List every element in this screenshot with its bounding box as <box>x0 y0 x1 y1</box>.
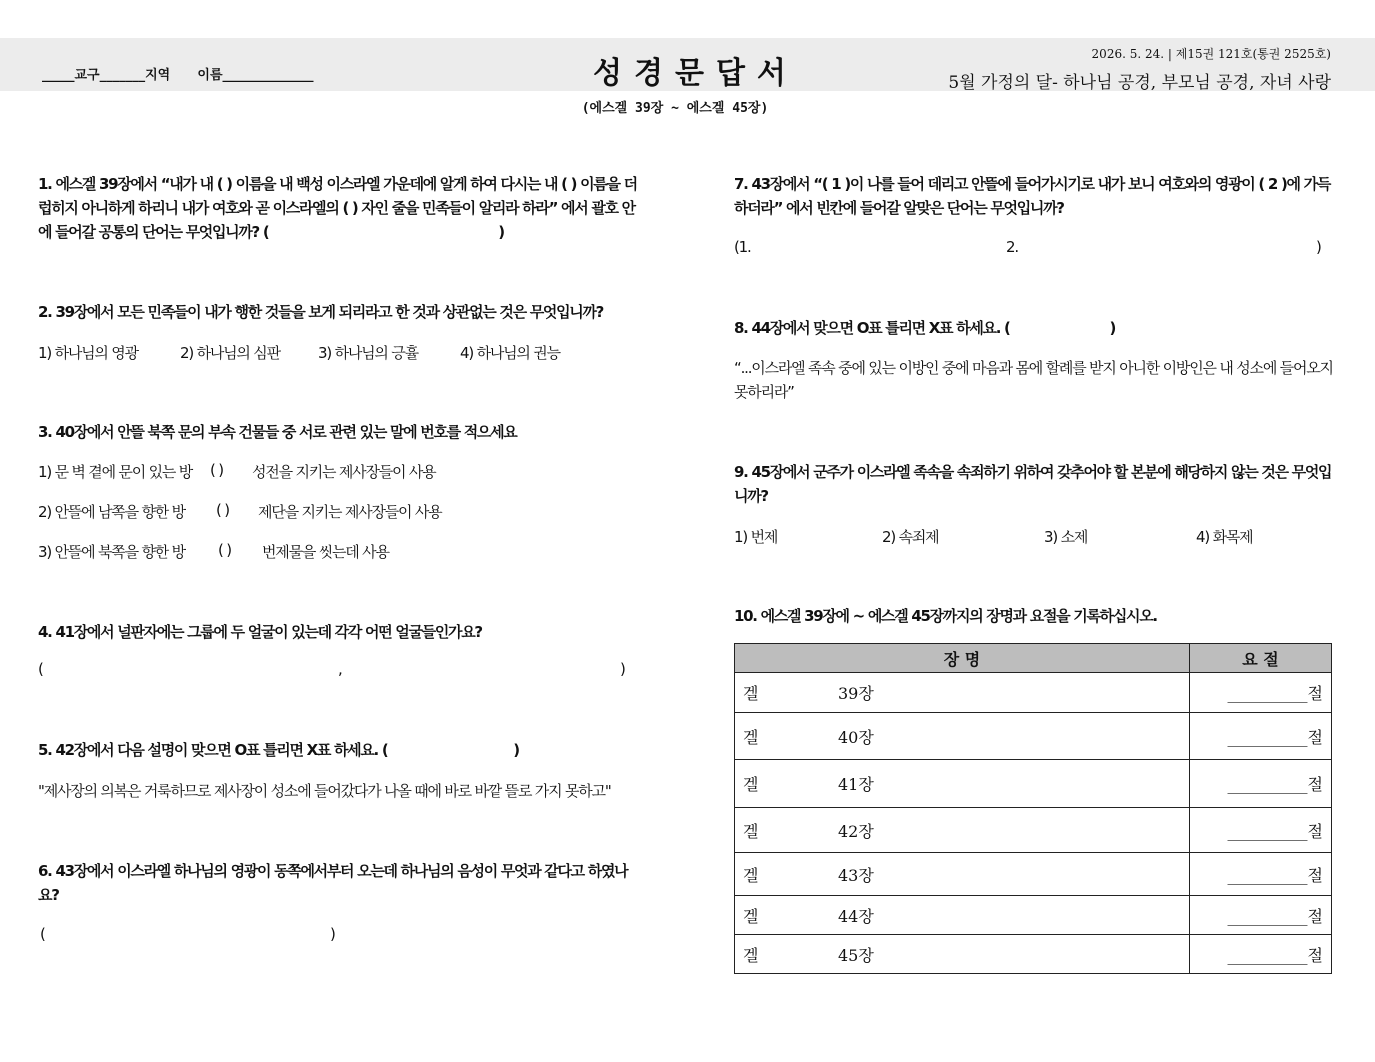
book-abbrev: 겔 <box>743 821 759 841</box>
table-row <box>735 896 1332 935</box>
page-title: 성경문답서 <box>593 56 798 91</box>
verse-blank[interactable]: __________절 <box>1190 808 1332 853</box>
q2-option-1: 1) 하나님의 영광 <box>38 344 138 362</box>
verse-blank[interactable]: __________절 <box>1190 713 1332 760</box>
q2-option-3: 3) 하나님의 긍휼 <box>318 344 418 362</box>
q4-comma: , <box>338 660 342 678</box>
question-1-text: 1. 에스겔 39장에서 “내가 내 ( ) 이름을 내 백성 이스라엘 가운데에 알게 하여 다시는 내 ( ) 이름을 더럽히지 아니하게 하리니 내가 여호와 곧 이스라엘의 ( ) 자인 줄을 민족들이 알리라 하라” 에서 괄호 안에 들어갈 공통의 단어는 무엇입니까? ( <box>38 175 637 241</box>
q6-open: ( <box>40 925 45 943</box>
question-2: 2. 39장에서 모든 민족들이 내가 행한 것들을 보게 되리라고 한 것과 상관없는 것은 무엇입니까? <box>38 303 604 321</box>
q3-row-2-left: 2) 안뜰에 남쪽을 향한 방 <box>38 503 185 521</box>
q9-option-1: 1) 번제 <box>734 528 778 546</box>
question-4: 4. 41장에서 널판자에는 그룹에 두 얼굴이 있는데 각각 어떤 얼굴들인가요? <box>38 623 482 641</box>
q7-close: ) <box>1316 238 1321 256</box>
chapter-number: 39장 <box>838 684 874 703</box>
q4-open: ( <box>38 660 43 678</box>
chapter-number: 45장 <box>838 945 874 965</box>
chapter-number: 42장 <box>838 821 874 841</box>
question-5 <box>38 738 678 762</box>
q7-answer-1: (1. <box>734 238 751 256</box>
question-9: 9. 45장에서 군주가 이스라엘 족속을 속죄하기 위하여 갖추어야 할 본분에 해당하지 않는 것은 무엇입니까? <box>734 463 1332 505</box>
book-abbrev: 겔 <box>743 775 759 794</box>
question-7: 7. 43장에서 “( 1 )이 나를 들어 데리고 안뜰에 들어가시기로 내가 보니 여호와의 영광이 ( 2 )에 가득하더라” 에서 빈칸에 들어갈 알맞은 단어는 무엇입니까? <box>734 175 1331 217</box>
question-1-close: ) <box>498 223 504 241</box>
name-fill-blanks: _____교구_______지역 이름______________ <box>42 68 314 83</box>
table-row <box>735 935 1332 974</box>
q8-quote: “...이스라엘 족속 중에 있는 이방인 중에 마음과 몸에 할례를 받지 아니한 이방인은 내 성소에 들어오지 못하리라” <box>734 359 1333 401</box>
q3-row-1-blank: ( ) <box>210 461 223 479</box>
table-row <box>735 673 1332 713</box>
verse-blank[interactable]: __________절 <box>1190 935 1332 974</box>
chapter-number: 40장 <box>838 727 874 747</box>
q5-quote: "제사장의 의복은 거룩하므로 제사장이 성소에 들어갔다가 나올 때에 바로 바깥 뜰로 가지 못하고" <box>38 782 611 800</box>
q2-option-2: 2) 하나님의 심판 <box>180 344 280 362</box>
question-10: 10. 에스겔 39장에 ~ 에스겔 45장까지의 장명과 요절을 기록하십시오. <box>734 607 1157 625</box>
table-row <box>735 713 1332 760</box>
table-row <box>735 760 1332 808</box>
question-1 <box>38 172 638 244</box>
q3-row-3-right: 번제물을 씻는데 사용 <box>262 543 389 561</box>
book-abbrev: 겔 <box>743 945 759 965</box>
book-abbrev: 겔 <box>743 865 759 885</box>
table-row <box>735 853 1332 896</box>
scripture-range: (에스겔 39장 ~ 에스겔 45장) <box>581 101 769 116</box>
table-row <box>735 808 1332 853</box>
question-5-text: 5. 42장에서 다음 설명이 맞으면 O표 틀리면 X표 하세요. ( <box>38 741 388 759</box>
q3-row-2-blank: ( ) <box>216 501 229 519</box>
chapter-number: 41장 <box>838 775 874 794</box>
q9-option-4: 4) 화목제 <box>1196 528 1253 546</box>
q3-row-1-right: 성전을 지키는 제사장들이 사용 <box>252 463 436 481</box>
q3-row-3-blank: ( ) <box>218 541 231 559</box>
chapter-number: 43장 <box>838 865 874 885</box>
chapter-summary-table <box>734 643 1332 974</box>
column-chapter-name: 장 명 <box>735 644 1190 673</box>
question-8-text: 8. 44장에서 맞으면 O표 틀리면 X표 하세요. ( <box>734 319 1010 337</box>
question-5-close: ) <box>513 741 519 759</box>
q9-option-3: 3) 소제 <box>1044 528 1088 546</box>
chapter-number: 44장 <box>838 906 874 926</box>
q3-row-3-left: 3) 안뜰에 북쪽을 향한 방 <box>38 543 185 561</box>
verse-blank[interactable]: __________절 <box>1190 760 1332 808</box>
column-key-verse: 요 절 <box>1190 644 1332 673</box>
question-8-close: ) <box>1109 319 1116 337</box>
verse-blank[interactable]: __________절 <box>1190 896 1332 935</box>
q3-row-1-left: 1) 문 벽 곁에 문이 있는 방 <box>38 463 193 481</box>
book-abbrev: 겔 <box>743 727 759 747</box>
q4-close: ) <box>620 660 625 678</box>
question-8 <box>734 316 1334 340</box>
book-abbrev: 겔 <box>743 684 759 703</box>
q7-answer-2: 2. <box>1006 238 1018 256</box>
book-abbrev: 겔 <box>743 906 759 926</box>
verse-blank[interactable]: __________절 <box>1190 673 1332 713</box>
question-6: 6. 43장에서 이스라엘 하나님의 영광이 동쪽에서부터 오는데 하나님의 음성이 무엇과 같다고 하였나요? <box>38 862 628 904</box>
q9-option-2: 2) 속죄제 <box>882 528 939 546</box>
q6-close: ) <box>330 925 335 943</box>
q3-row-2-right: 제단을 지키는 제사장들이 사용 <box>258 503 442 521</box>
question-3: 3. 40장에서 안뜰 북쪽 문의 부속 건물들 중 서로 관련 있는 말에 번호를 적으세요 <box>38 423 517 441</box>
q2-option-4: 4) 하나님의 권능 <box>460 344 560 362</box>
month-theme: 5월 가정의 달- 하나님 공경, 부모님 공경, 자녀 사랑 <box>948 73 1331 93</box>
verse-blank[interactable]: __________절 <box>1190 853 1332 896</box>
table-header-row <box>735 644 1332 673</box>
issue-info: 2026. 5. 24. | 제15권 121호(통권 2525호) <box>1091 47 1331 61</box>
